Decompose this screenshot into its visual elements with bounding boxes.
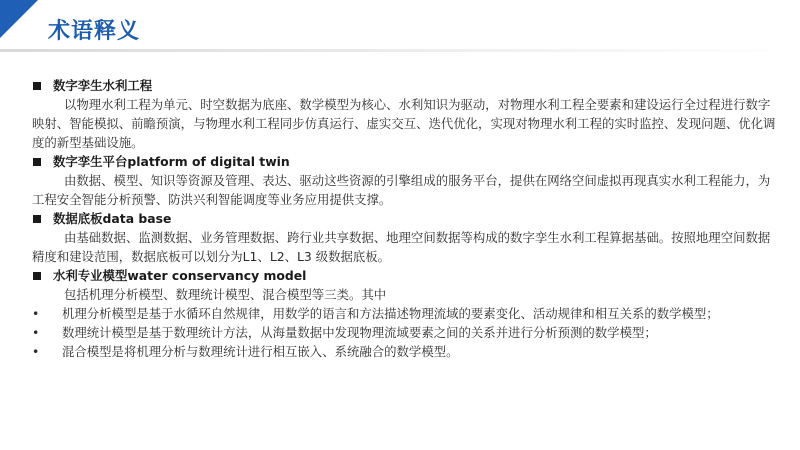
section-body-digital-twin-project: 以物理水利工程为单元、时空数据为底座、数学模型为核心、水利知识为驱动，对物理水利工程全要素和建设运行全过程进行数字映射、智能模拟、前瞻预演，与物理水利工程同步仿真运行、虚实交互、迭代优化，实现对物理水利工程的实时监控、发现问题、优化调度的新型基础设施。 — [32, 97, 776, 150]
section-body-water-conservancy-model: 包括机理分析模型、数理统计模型、混合模型等三类。其中 — [64, 287, 387, 302]
section-heading-text: 数据底板data base — [53, 211, 172, 226]
content-area — [32, 76, 782, 361]
square-bullet-icon — [33, 82, 41, 90]
square-bullet-icon — [33, 158, 41, 166]
list-item — [32, 323, 782, 342]
section-heading-text: 数字孪生平台platform of digital twin — [53, 154, 290, 169]
list-item — [32, 304, 782, 323]
section-heading-text: 数字孪生水利工程 — [53, 78, 153, 93]
dot-bullet-icon: • — [32, 325, 40, 340]
section-heading-data-base — [32, 209, 782, 228]
square-bullet-icon — [33, 272, 41, 280]
title-divider — [0, 49, 800, 52]
square-bullet-icon — [33, 215, 41, 223]
section-heading-water-conservancy-model — [32, 266, 782, 285]
section-heading-digital-twin-platform — [32, 152, 782, 171]
list-item — [32, 342, 782, 361]
section-body-digital-twin-platform: 由数据、模型、知识等资源及管理、表达、驱动这些资源的引擎组成的服务平台，提供在网络空间虚拟再现真实水利工程能力，为工程安全智能分析预警、防洪兴利智能调度等业务应用提供支撑。 — [32, 173, 771, 207]
dot-bullet-icon: • — [32, 306, 40, 321]
list-item-text: 数理统计模型是基于数理统计方法，从海量数据中发现物理流域要素之间的关系并进行分析预测的数学模型； — [62, 325, 657, 340]
dot-bullet-icon: • — [32, 344, 40, 359]
section-heading-digital-twin-project — [32, 76, 782, 95]
section-body-data-base: 由基础数据、监测数据、业务管理数据、跨行业共享数据、地理空间数据等构成的数字孪生水利工程算据基础。按照地理空间数据精度和建设范围，数据底板可以划分为L1、L2、L3 级数据底板。 — [32, 230, 771, 264]
section-heading-text: 水利专业模型water conservancy model — [53, 268, 307, 283]
page-title: 术语释义 — [48, 19, 141, 44]
corner-accent — [0, 0, 38, 38]
list-item-text: 混合模型是将机理分析与数理统计进行相互嵌入、系统融合的数学模型。 — [62, 344, 459, 359]
list-item-text: 机理分析模型是基于水循环自然规律，用数学的语言和方法描述物理流域的要素变化、活动规律和相互关系的数学模型； — [62, 306, 719, 321]
